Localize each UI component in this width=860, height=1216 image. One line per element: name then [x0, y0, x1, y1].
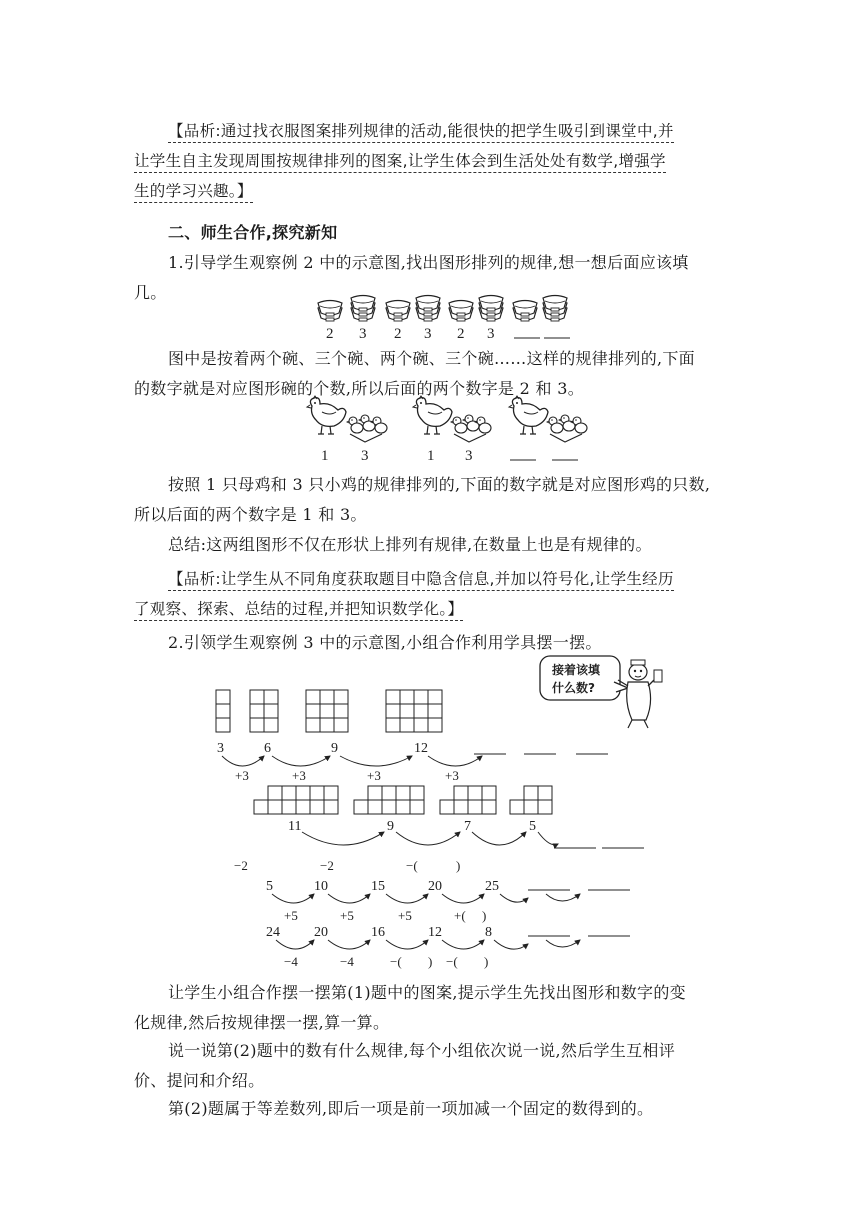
bowl-stack-icon	[513, 301, 537, 322]
note-line: 【品析:让学生从不同角度获取题目中隐含信息,并加以符号化,让学生经历	[168, 570, 674, 591]
step-label: +3	[235, 768, 249, 783]
step-arc	[328, 894, 370, 903]
grid-pattern	[254, 786, 338, 814]
chicken-explanation	[134, 470, 734, 530]
step-arc	[386, 940, 428, 949]
grid-pattern	[306, 690, 348, 732]
speech-bubble	[540, 656, 628, 700]
sequence-number: 15	[371, 879, 385, 894]
step-label: +5	[398, 908, 412, 923]
bowls-figure	[318, 298, 578, 348]
step-arc	[546, 940, 580, 947]
step-label: +3	[292, 768, 306, 783]
step-arc	[428, 756, 482, 766]
chicken-count-label: 1	[427, 448, 435, 464]
bowl-stack-icon	[351, 296, 375, 322]
step-arc	[386, 894, 428, 903]
sequence-number: 7	[464, 819, 471, 834]
bowl-count-label: 2	[394, 326, 402, 342]
note-line: 【品析:通过找衣服图案排列规律的活动,能很快的把学生吸引到课堂中,并	[168, 122, 674, 143]
step-label: +5	[284, 908, 298, 923]
text-line: 所以后面的两个数字是 1 和 3。	[134, 505, 367, 524]
sequence-number: 24	[266, 925, 280, 940]
penguin-mascot-icon	[618, 660, 662, 728]
text-line: 几。	[134, 283, 167, 302]
para-discussion	[134, 1036, 734, 1096]
bowl-stack-icon	[386, 301, 410, 322]
hen-icon	[307, 396, 346, 434]
sequence-number: 16	[371, 925, 385, 940]
bowl-count-label: 3	[487, 326, 495, 342]
chicken-count-label: 1	[321, 448, 329, 464]
bowl-count-label: 3	[359, 326, 367, 342]
bowl-stack-icon	[479, 296, 503, 322]
step-arc	[272, 756, 330, 766]
chicken-count-label: 3	[361, 448, 369, 464]
step-label: −(	[390, 954, 402, 969]
step-label: )	[456, 858, 461, 873]
step-label: −2	[320, 858, 334, 873]
step-label: −4	[284, 954, 298, 969]
grid-pattern	[440, 786, 496, 814]
sequence-number: 5	[529, 819, 536, 834]
step-arc	[538, 832, 558, 845]
grid-pattern	[250, 690, 278, 732]
section-heading: 二、师生合作,探究新知	[168, 223, 338, 242]
step-arc	[472, 832, 526, 845]
summary: 总结:这两组图形不仅在形状上排列有规律,在数量上也是有规律的。	[168, 535, 652, 554]
bowl-stack-icon	[543, 296, 567, 322]
para-arithmetic-sequence: 第(2)题属于等差数列,即后一项是前一项加减一个固定的数得到的。	[168, 1099, 654, 1118]
bowl-stack-icon	[416, 296, 440, 322]
bowl-count-label: 2	[457, 326, 465, 342]
sequence-number: 11	[288, 819, 302, 834]
analysis-note-2	[134, 564, 734, 624]
bracket-line	[350, 434, 382, 442]
sequence-number: 12	[428, 925, 442, 940]
grid-pattern	[354, 786, 424, 814]
step-label: −(	[406, 858, 418, 873]
speech-bubble-line: 接着该填	[552, 663, 601, 677]
sequence-number: 9	[387, 819, 394, 834]
step-label: )	[482, 908, 487, 923]
sequence-number: 10	[314, 879, 328, 894]
text-line: 1.引导学生观察例 2 中的示意图,找出图形排列的规律,想一想后面应该填	[168, 253, 689, 272]
bracket-line	[550, 434, 582, 442]
text-line: 价、提问和介绍。	[134, 1071, 265, 1090]
step-arc	[340, 756, 412, 766]
sequence-number: 6	[264, 741, 271, 756]
step-label: −2	[234, 858, 248, 873]
sequence-number: 5	[266, 879, 273, 894]
analysis-note-1	[134, 116, 734, 206]
step-arc	[328, 940, 370, 949]
sequence-number: 3	[217, 741, 224, 756]
bowl-stack-icon	[449, 301, 473, 322]
grid-pattern	[386, 690, 442, 732]
text-line: 按照 1 只母鸡和 3 只小鸡的规律排列的,下面的数字就是对应图形鸡的只数,	[168, 475, 711, 494]
note-line: 让学生自主发现周围按规律排列的图案,让学生体会到生活处处有数学,增强学	[134, 152, 666, 173]
sequence-number: 20	[428, 879, 442, 894]
chicken-count-label: 3	[465, 448, 473, 464]
sequence-number: 12	[414, 741, 428, 756]
step-arc	[500, 894, 528, 902]
bowls-explanation	[134, 344, 734, 404]
step-arc	[396, 832, 460, 845]
step-arc	[442, 894, 484, 903]
note-line: 了观察、探索、总结的过程,并把知识数学化。】	[134, 600, 463, 621]
bowl-count-label: 2	[326, 326, 334, 342]
step-label: −4	[340, 954, 354, 969]
note-line: 生的学习兴趣。】	[134, 182, 253, 203]
grid-pattern	[510, 786, 552, 814]
step-label: )	[428, 954, 433, 969]
bowl-stack-icon	[318, 301, 342, 322]
step-label: +5	[340, 908, 354, 923]
step-arc	[302, 832, 384, 845]
step-label: +3	[445, 768, 459, 783]
text-line: 说一说第(2)题中的数有什么规律,每个小组依次说一说,然后学生互相评	[168, 1041, 676, 1060]
sequence-number: 9	[331, 741, 338, 756]
hen-icon	[509, 396, 548, 434]
step-label: −(	[446, 954, 458, 969]
text-line: 让学生小组合作摆一摆第(1)题中的图案,提示学生先找出图形和数字的变	[168, 983, 686, 1002]
text-line: 图中是按着两个碗、三个碗、两个碗、三个碗……这样的规律排列的,下面	[168, 349, 695, 368]
speech-bubble-line: 什么数?	[552, 681, 595, 695]
step-label: )	[484, 954, 489, 969]
step-arc	[222, 756, 264, 766]
text-line: 化规律,然后按规律摆一摆,算一算。	[134, 1013, 390, 1032]
step-2-paragraph: 2.引领学生观察例 3 中的示意图,小组合作利用学具摆一摆。	[168, 633, 602, 652]
bracket-line	[454, 434, 486, 442]
hen-icon	[413, 396, 452, 434]
step-arc	[494, 940, 528, 949]
step-label: +3	[367, 768, 381, 783]
chicken-figure	[300, 396, 600, 464]
example-3-figure	[210, 652, 670, 972]
sequence-number: 20	[314, 925, 328, 940]
step-arc	[272, 894, 314, 903]
sequence-number: 25	[485, 879, 499, 894]
bowl-count-label: 3	[424, 326, 432, 342]
step-arc	[442, 940, 484, 949]
step-arc	[546, 894, 580, 901]
sequence-number: 8	[485, 925, 492, 940]
step-label: +(	[454, 908, 466, 923]
grid-pattern	[216, 690, 230, 732]
text-line: 的数字就是对应图形碗的个数,所以后面的两个数字是 2 和 3。	[134, 379, 585, 398]
para-group-activity	[134, 978, 734, 1038]
step-arc	[276, 940, 314, 949]
